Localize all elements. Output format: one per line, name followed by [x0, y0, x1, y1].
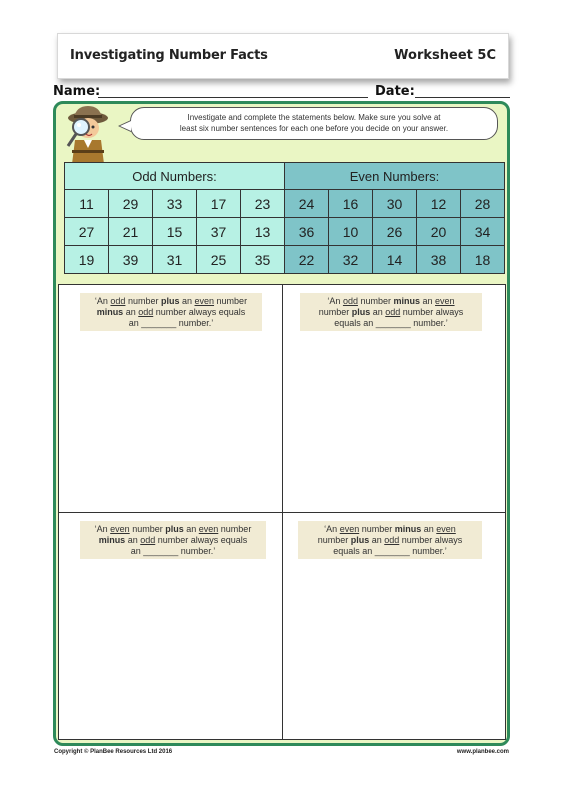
odd-number-cell: 15 — [153, 218, 197, 246]
even-number-cell: 38 — [417, 246, 461, 274]
table-header-row — [65, 163, 505, 190]
statement-3: ‘An even number plus an even number minus an odd number always equals an _______ number.’ — [80, 521, 266, 559]
statement-1: ‘An odd number plus an even number minus an odd number always equals an _______ number.’ — [80, 293, 262, 331]
even-number-cell: 26 — [373, 218, 417, 246]
even-numbers-header: Even Numbers: — [285, 163, 505, 190]
name-date-bar — [53, 84, 510, 100]
instructions-line-1: Investigate and complete the statements below. Make sure you solve at — [187, 113, 441, 122]
odd-number-cell: 17 — [197, 190, 241, 218]
instructions-line-2: least six number sentences for each one before you decide on your answer. — [179, 124, 449, 133]
odd-number-cell: 19 — [65, 246, 109, 274]
even-number-cell: 34 — [461, 218, 505, 246]
copyright-text: Copyright © PlanBee Resources Ltd 2016 — [54, 749, 173, 755]
odd-number-cell: 29 — [109, 190, 153, 218]
instructions-bubble — [130, 107, 498, 140]
even-number-cell: 16 — [329, 190, 373, 218]
odd-number-cell: 23 — [241, 190, 285, 218]
even-number-cell: 32 — [329, 246, 373, 274]
worksheet-number: Worksheet 5C — [394, 48, 496, 63]
even-number-cell: 20 — [417, 218, 461, 246]
worksheet-header — [57, 33, 509, 79]
even-number-cell: 10 — [329, 218, 373, 246]
odd-number-cell: 25 — [197, 246, 241, 274]
name-field[interactable] — [98, 97, 368, 98]
odd-number-cell: 33 — [153, 190, 197, 218]
date-field[interactable] — [415, 97, 510, 98]
even-number-cell: 28 — [461, 190, 505, 218]
odd-number-cell: 27 — [65, 218, 109, 246]
even-number-cell: 18 — [461, 246, 505, 274]
speech-bubble-tail-fill — [120, 121, 131, 131]
name-label: Name: — [53, 84, 101, 99]
odd-number-cell: 35 — [241, 246, 285, 274]
odd-number-cell: 13 — [241, 218, 285, 246]
number-table — [64, 162, 505, 274]
odd-number-cell: 21 — [109, 218, 153, 246]
odd-numbers-header: Odd Numbers: — [65, 163, 285, 190]
worksheet-title: Investigating Number Facts — [70, 48, 268, 63]
odd-number-cell: 11 — [65, 190, 109, 218]
even-number-cell: 14 — [373, 246, 417, 274]
date-label: Date: — [375, 84, 415, 99]
odd-number-cell: 39 — [109, 246, 153, 274]
website-link[interactable]: www.planbee.com — [456, 749, 509, 755]
even-number-cell: 22 — [285, 246, 329, 274]
statement-4: ‘An even number minus an even number plus an odd number always equals an _______ number.’ — [298, 521, 482, 559]
even-number-cell: 12 — [417, 190, 461, 218]
even-number-cell: 24 — [285, 190, 329, 218]
table-row — [65, 218, 505, 246]
table-row — [65, 246, 505, 274]
table-row — [65, 190, 505, 218]
even-number-cell: 36 — [285, 218, 329, 246]
statement-2: ‘An odd number minus an even number plus an odd number always equals an _______ number.’ — [300, 293, 482, 331]
odd-number-cell: 37 — [197, 218, 241, 246]
odd-number-cell: 31 — [153, 246, 197, 274]
horizontal-divider — [58, 512, 506, 513]
even-number-cell: 30 — [373, 190, 417, 218]
